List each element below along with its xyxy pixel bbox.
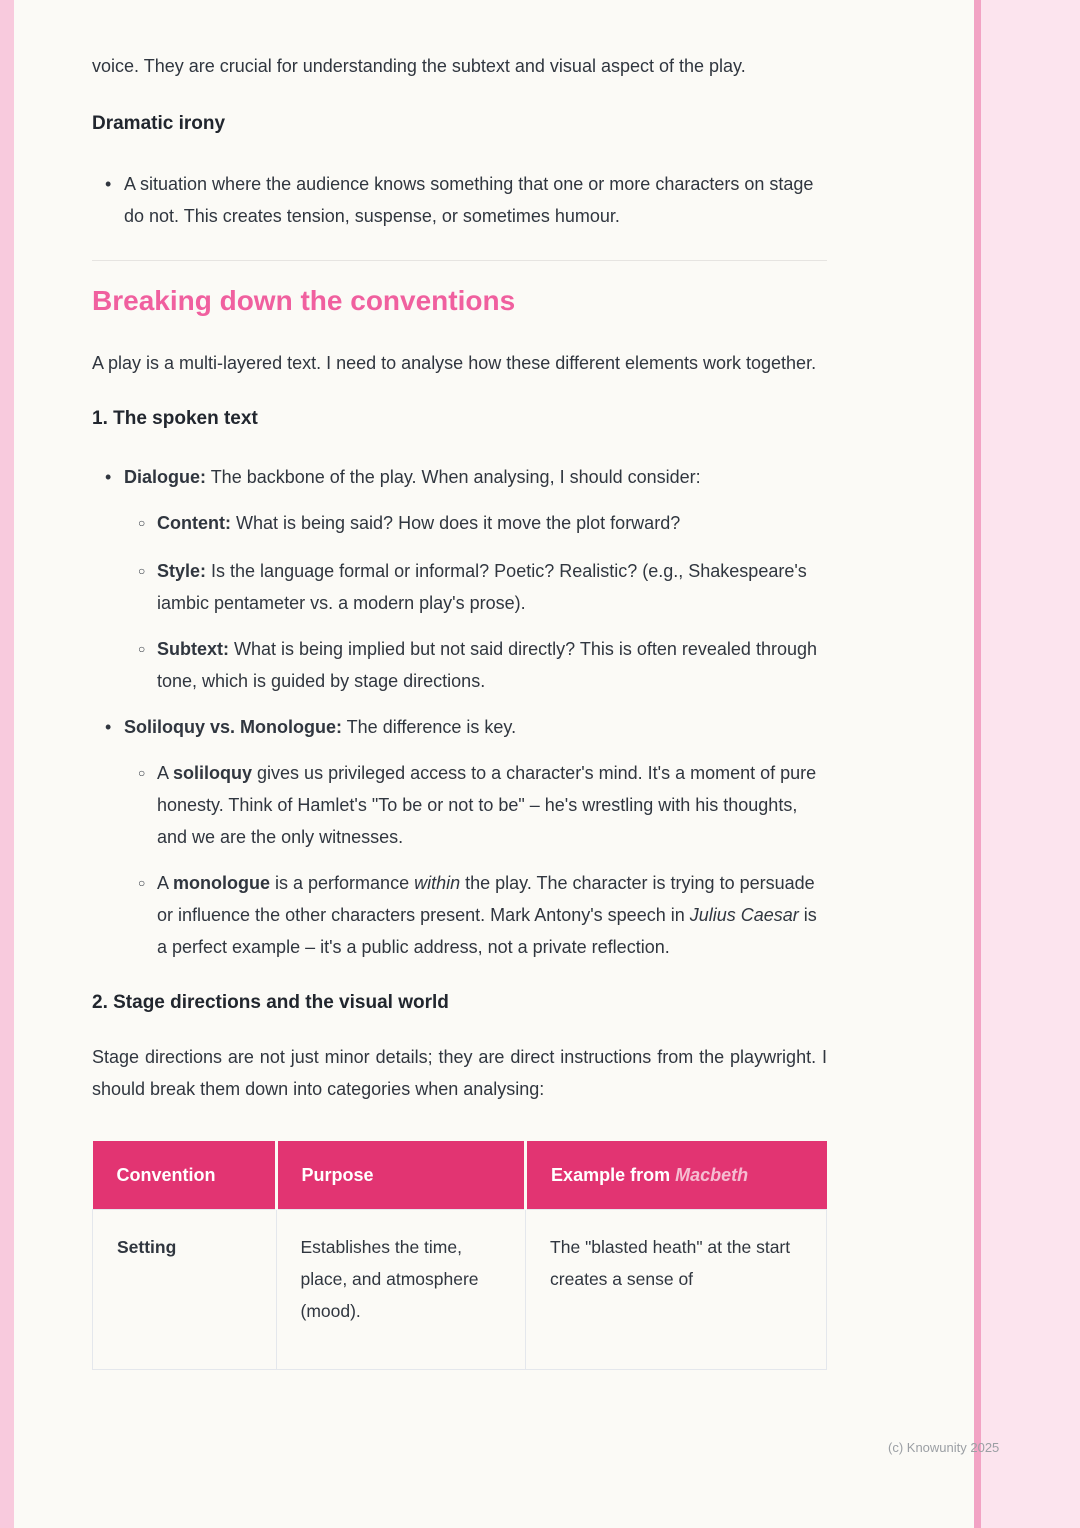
continuation-paragraph: voice. They are crucial for understanding the subtext and visual aspect of the play.: [92, 56, 746, 76]
left-pink-strip: [0, 0, 14, 1528]
dramatic-irony-list: [92, 168, 827, 232]
soliloquy-sublist: [125, 757, 827, 963]
sub-item-text: Content: What is being said? How does it move the plot forward?: [157, 513, 681, 533]
table-cell-convention: Setting: [93, 1210, 277, 1370]
sub-item-soliloquy: [125, 757, 827, 853]
table-header-example: Example from Macbeth: [526, 1141, 827, 1210]
conventions-intro-paragraph: A play is a multi-layered text. I need to analyse how these different elements work together.: [92, 353, 817, 373]
list-item: [92, 168, 827, 232]
sub-item-subtext: [125, 633, 827, 697]
bullet-icon: [92, 461, 124, 493]
table-row-setting: [93, 1210, 827, 1370]
table-header-convention: Convention: [93, 1141, 277, 1210]
circle-bullet-icon: [125, 633, 157, 697]
table-cell-example: The "blasted heath" at the start creates a sense of: [526, 1210, 827, 1370]
sub-item-text: A monologue is a performance within the play. The character is trying to persuade or influence the other characters present. Mark Antony's speech in Julius Caesar is a perfect example – it's a public address, not a private reflection.: [157, 873, 817, 957]
circle-bullet-icon: [125, 757, 157, 853]
list-item-text: Soliloquy vs. Monologue: The difference is key.: [124, 717, 517, 737]
sub-item-text: Style: Is the language formal or informal? Poetic? Realistic? (e.g., Shakespeare's iambic pentameter vs. a modern play's prose).: [157, 561, 807, 613]
heading-stage-directions: 2. Stage directions and the visual world: [92, 992, 449, 1013]
sub-item-text: Subtext: What is being implied but not said directly? This is often revealed through tone, which is guided by stage directions.: [157, 639, 817, 691]
document-page: [14, 0, 974, 1528]
table-cell-purpose: Establishes the time, place, and atmosphere (mood).: [276, 1210, 526, 1370]
sub-item-monologue: [125, 867, 827, 963]
circle-bullet-icon: [125, 555, 157, 619]
table-header-row: [93, 1141, 827, 1210]
knowunity-watermark: (c) Knowunity 2025: [888, 1440, 1000, 1455]
dialogue-sublist: [125, 507, 827, 697]
sub-item-text: A soliloquy gives us privileged access to a character's mind. It's a moment of pure honesty. Think of Hamlet's "To be or not to be" – he's wrestling with his thoughts, and we are the only witnesses.: [157, 763, 817, 847]
document-content: [14, 0, 974, 1370]
circle-bullet-icon: [125, 507, 157, 541]
list-item-text: Dialogue: The backbone of the play. When analysing, I should consider:: [124, 467, 701, 487]
list-item-soliloquy-vs-monologue: [92, 711, 827, 743]
heading-breaking-down-conventions: Breaking down the conventions: [92, 285, 516, 316]
list-item-dialogue: [92, 461, 827, 493]
heading-spoken-text: 1. The spoken text: [92, 408, 258, 429]
right-pink-accent-line: [974, 0, 981, 1528]
table-header-purpose: Purpose: [276, 1141, 526, 1210]
sub-item-style: [125, 555, 827, 619]
heading-dramatic-irony: Dramatic irony: [92, 113, 226, 134]
bullet-icon: [92, 168, 124, 232]
list-item-text: A situation where the audience knows something that one or more characters on stage do not. This creates tension, suspense, or sometimes humour.: [124, 174, 814, 226]
list-item-dialogue-block: [92, 461, 827, 697]
conventions-table: [92, 1141, 827, 1370]
sub-item-content: [125, 507, 827, 541]
spoken-text-list: [92, 461, 827, 963]
list-item-soliloquy-block: [92, 711, 827, 963]
circle-bullet-icon: [125, 867, 157, 963]
section-divider: [92, 260, 827, 261]
stage-directions-intro-paragraph: Stage directions are not just minor details; they are direct instructions from the playwright. I should break them down into categories when analysing:: [92, 1047, 827, 1099]
bullet-icon: [92, 711, 124, 743]
